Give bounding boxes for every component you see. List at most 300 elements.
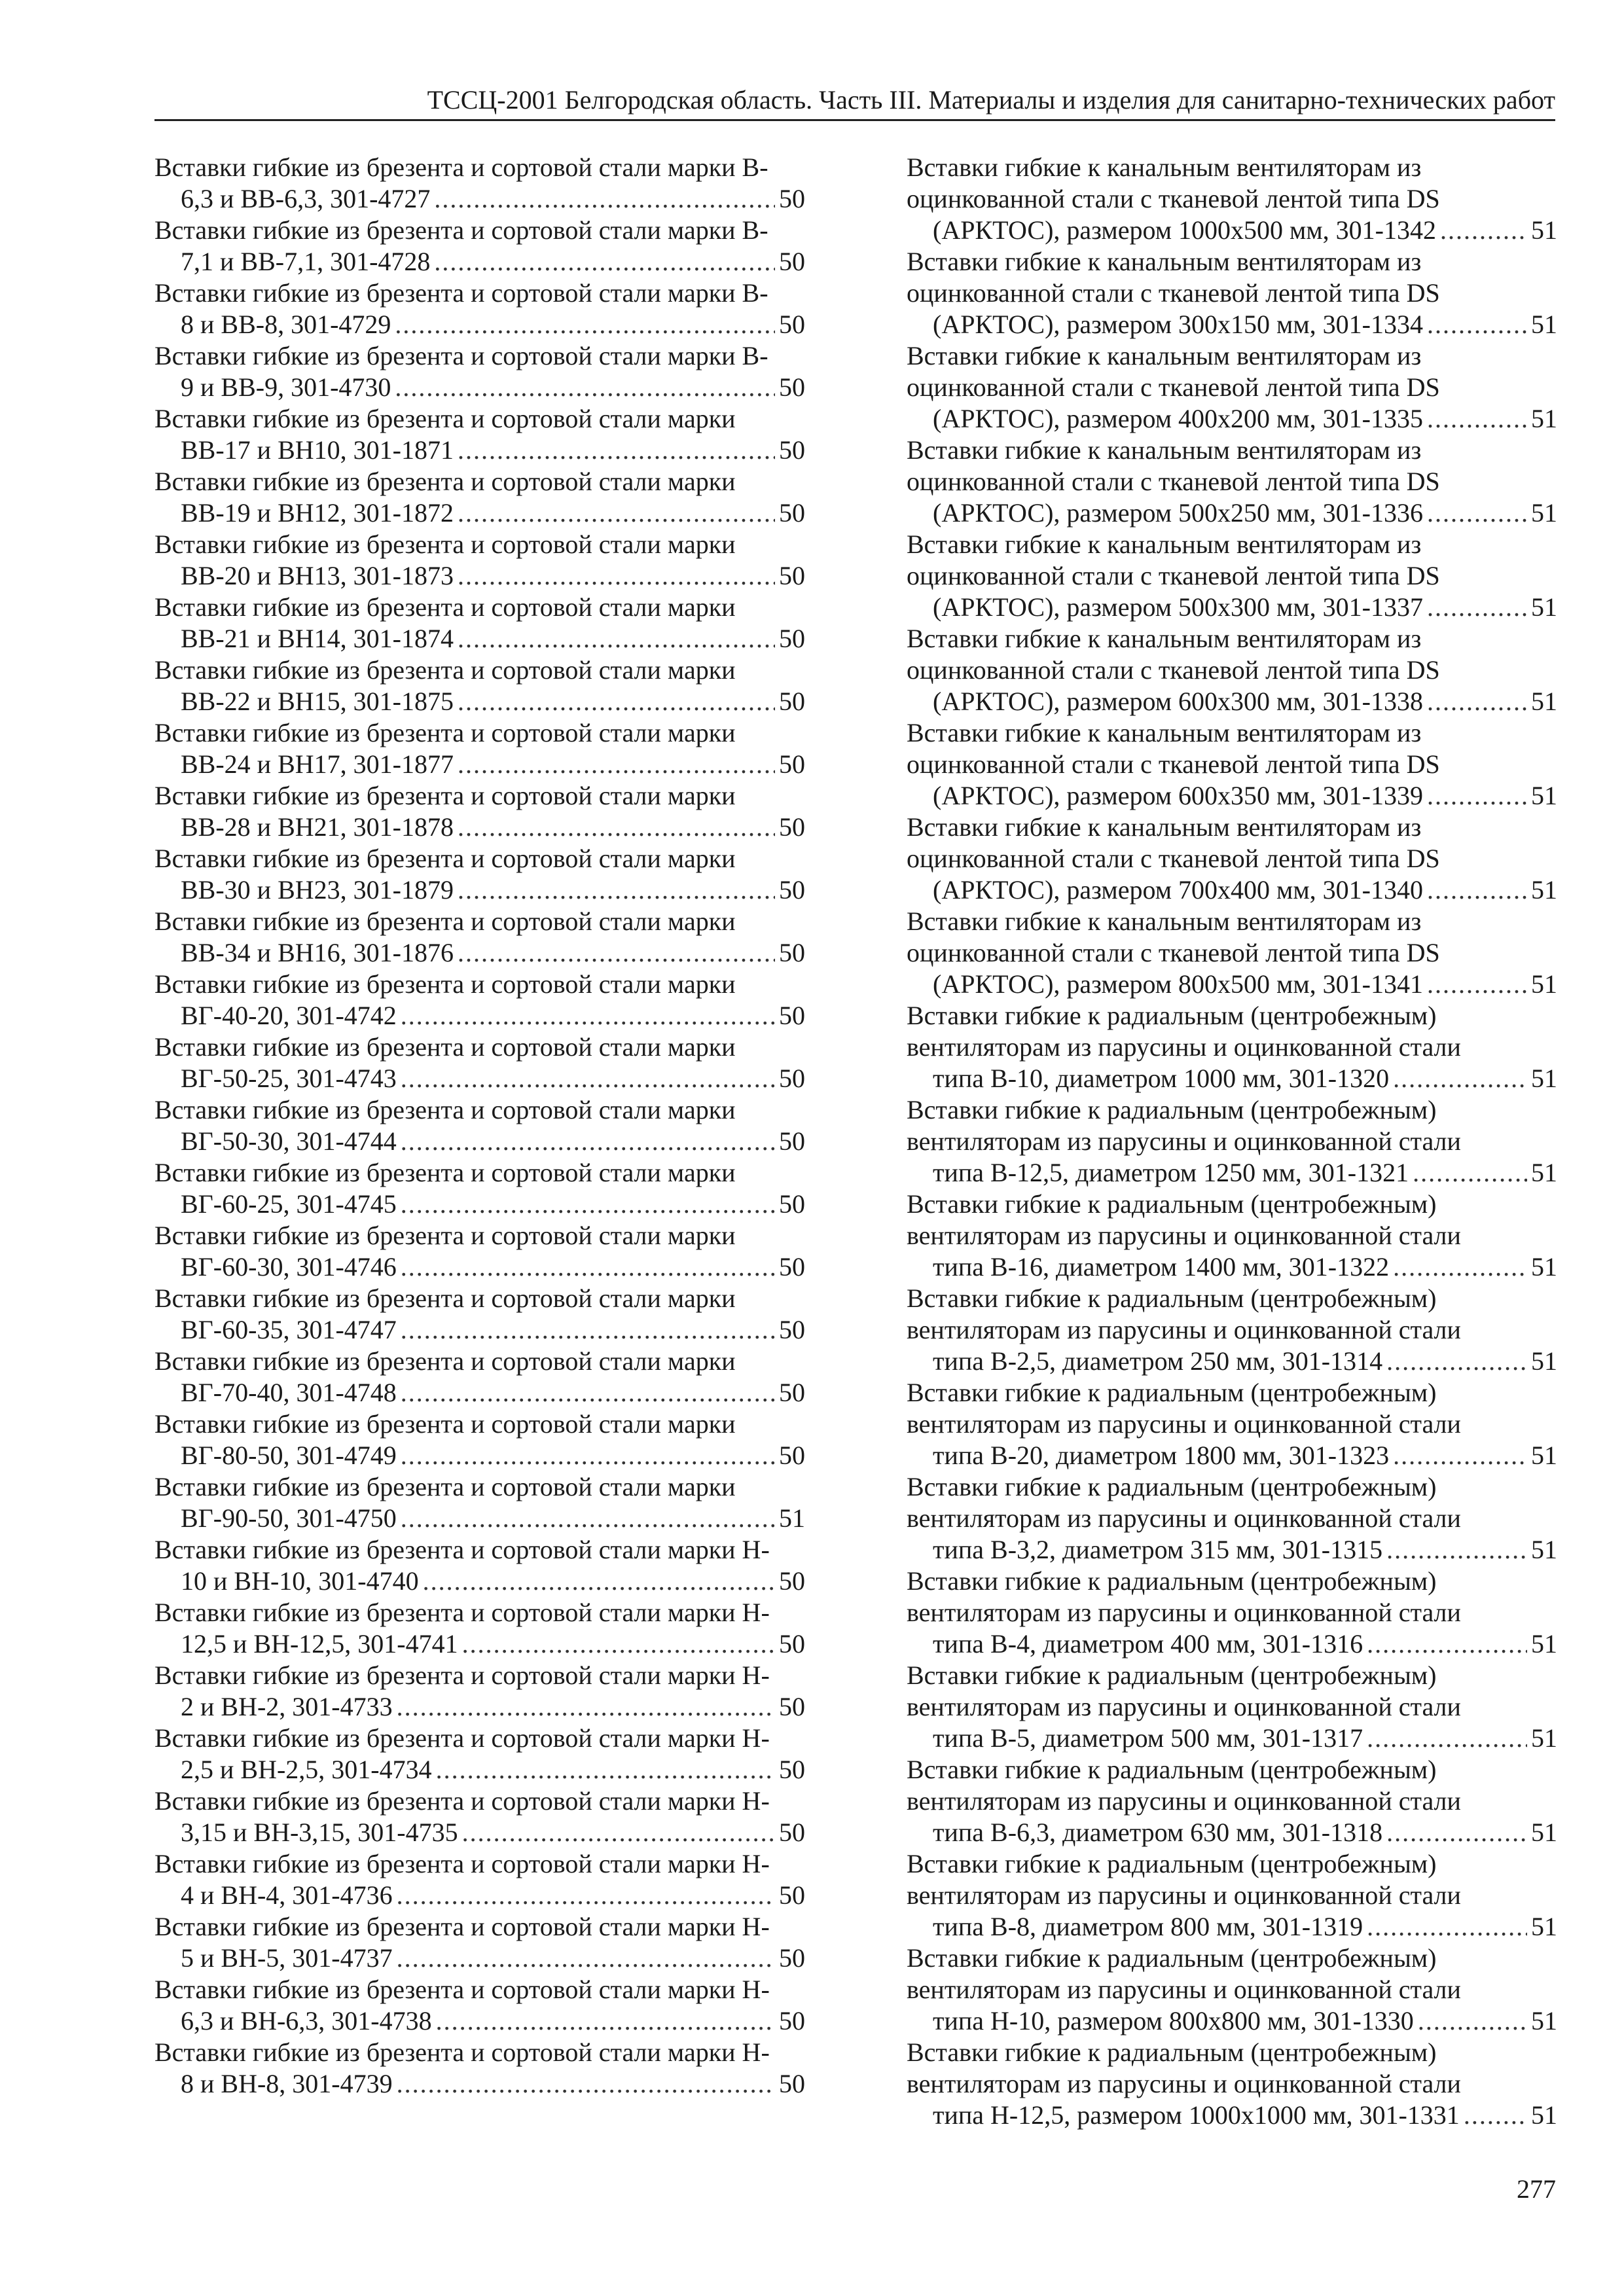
index-entry-line: вентиляторам из парусины и оцинкованной стали [907,1032,1461,1062]
index-entry-last-line [933,403,1557,435]
index-entry [907,152,1557,246]
index-entry [154,1848,805,1911]
dot-leader [434,246,775,278]
index-entry-page: 51 [1531,781,1557,810]
index-entry [907,1660,1557,1754]
index-entry-last-line [181,1251,805,1283]
index-entry-page: 50 [779,1189,805,1219]
index-entry [907,906,1557,1000]
dot-leader [401,1377,775,1408]
index-entry-line: Вставки гибкие к канальным вентиляторам из [907,906,1422,936]
index-entry-line: Вставки гибкие из брезента и сортовой стали марки В- [154,152,768,182]
index-entry-last-line [181,1503,805,1534]
index-entry-line: Вставки гибкие к канальным вентиляторам из [907,435,1422,465]
header-title: ТССЦ-2001 Белгородская область. Часть III. Материалы и изделия для санитарно-технических работ [427,85,1555,115]
page-number: 277 [1517,2174,1556,2204]
index-entry-line: вентиляторам из парусины и оцинкованной стали [907,1503,1461,1533]
index-entry-last-line [933,497,1557,529]
index-entry-last-line [181,1817,805,1848]
index-entry-tail: (АРКТОС), размером 600х350 мм, 301-1339 [933,781,1423,810]
index-entry-page: 50 [779,812,805,842]
dot-leader [436,2005,775,2037]
dot-leader [462,1817,775,1848]
dot-leader [1440,215,1527,246]
index-entry-tail: 2 и ВН-2, 301-4733 [181,1692,393,1721]
index-entry-last-line [181,874,805,906]
index-entry-tail: ВВ-19 и ВН12, 301-1872 [181,498,454,528]
index-entry [907,435,1557,529]
index-entry-line: Вставки гибкие из брезента и сортовой стали марки [154,404,736,433]
index-entry-last-line [181,435,805,466]
index-entry-last-line [933,1628,1557,1660]
index-entry-page: 50 [779,1252,805,1282]
index-entry-last-line [181,372,805,403]
dot-leader [401,1440,775,1471]
dot-leader [397,1691,775,1723]
index-entry [154,1660,805,1723]
index-entry-line: вентиляторам из парусины и оцинкованной стали [907,1975,1461,2004]
index-entry-line: Вставки гибкие из брезента и сортовой стали марки [154,718,736,747]
index-entry-page: 50 [779,1818,805,1847]
index-entry [907,1283,1557,1377]
index-entry-tail: ВГ-50-25, 301-4743 [181,1064,397,1093]
dot-leader [395,372,775,403]
index-entry-line: Вставки гибкие из брезента и сортовой стали марки [154,655,736,685]
index-entry-page: 51 [1531,1252,1557,1282]
index-entry-line: Вставки гибкие из брезента и сортовой стали марки [154,969,736,999]
index-entry-tail: (АРКТОС), размером 600х300 мм, 301-1338 [933,687,1423,716]
index-entry [154,529,805,592]
index-entry-line: Вставки гибкие к канальным вентиляторам из [907,152,1422,182]
index-entry-page: 50 [779,310,805,339]
index-entry-line: Вставки гибкие из брезента и сортовой стали марки Н- [154,1849,770,1878]
dot-leader [397,1880,775,1911]
index-entry-tail: типа В-8, диаметром 800 мм, 301-1319 [933,1912,1363,1941]
index-entry [154,152,805,215]
dot-leader [462,1628,775,1660]
index-entry-line: Вставки гибкие из брезента и сортовой стали марки [154,1283,736,1313]
index-entry-page: 50 [779,1441,805,1470]
dot-leader [1386,1817,1527,1848]
dot-leader [458,812,775,843]
index-entry-page: 50 [779,247,805,276]
dot-leader [1386,1534,1527,1566]
index-entry-line: Вставки гибкие к радиальным (центробежным) [907,1378,1437,1407]
index-entry-line: оцинкованной стали с тканевой лентой типа DS [907,655,1440,685]
dot-leader [1427,874,1527,906]
index-entry-tail: ВВ-21 и ВН14, 301-1874 [181,624,454,653]
index-entry-last-line [181,1000,805,1031]
index-entry-last-line [933,780,1557,812]
index-entry-last-line [933,592,1557,623]
dot-leader [1367,1628,1527,1660]
index-entry-page: 51 [1531,310,1557,339]
index-entry-last-line [181,937,805,969]
index-entry-page: 50 [779,1315,805,1344]
index-entry-last-line [181,246,805,278]
index-entry [154,1346,805,1408]
index-entry [154,906,805,969]
index-entry-tail: 12,5 и ВН-12,5, 301-4741 [181,1629,458,1659]
index-entry-page: 51 [1531,1441,1557,1470]
index-entry-tail: 8 и ВВ-8, 301-4729 [181,310,391,339]
index-entry-line: Вставки гибкие к радиальным (центробежным) [907,1095,1437,1124]
index-entry-last-line [933,215,1557,246]
index-entry-tail: 6,3 и ВН-6,3, 301-4738 [181,2006,432,2036]
dot-leader [1393,1063,1527,1094]
dot-leader [401,1000,775,1031]
index-entry-tail: типа В-12,5, диаметром 1250 мм, 301-1321 [933,1158,1409,1187]
index-entry-last-line [181,309,805,340]
index-entry [907,1189,1557,1283]
index-entry [154,340,805,403]
index-entry-tail: (АРКТОС), размером 700х400 мм, 301-1340 [933,875,1423,905]
index-entry-line: Вставки гибкие к радиальным (центробежным) [907,1472,1437,1501]
dot-leader [458,435,775,466]
index-entry [907,1094,1557,1189]
index-entry-line: Вставки гибкие из брезента и сортовой стали марки [154,1158,736,1187]
index-entry-tail: типа В-10, диаметром 1000 мм, 301-1320 [933,1064,1390,1093]
index-entry [154,1534,805,1597]
dot-leader [401,1126,775,1157]
index-entry [154,403,805,466]
index-entry-page: 51 [779,1503,805,1533]
index-entry-last-line [181,1628,805,1660]
index-entry-line: Вставки гибкие к радиальным (центробежным) [907,1755,1437,1784]
index-entry-line: оцинкованной стали с тканевой лентой типа DS [907,372,1440,402]
index-entry [154,215,805,278]
dot-leader [1386,1346,1527,1377]
index-entry [907,2037,1557,2131]
dot-leader [401,1314,775,1346]
index-entry-line: вентиляторам из парусины и оцинкованной стали [907,1221,1461,1250]
index-entry [154,2037,805,2100]
index-entry-line: Вставки гибкие из брезента и сортовой стали марки [154,1472,736,1501]
index-entry-page: 50 [779,938,805,967]
index-entry-page: 50 [779,2069,805,2098]
index-entry-last-line [933,686,1557,717]
dot-leader [1464,2100,1527,2131]
index-entry-last-line [181,1063,805,1094]
index-entry-last-line [181,2068,805,2100]
index-entry-tail: типа В-20, диаметром 1800 мм, 301-1323 [933,1441,1390,1470]
dot-leader [423,1566,775,1597]
index-entry-line: Вставки гибкие к канальным вентиляторам из [907,624,1422,653]
index-entry [154,1157,805,1220]
index-entry-page: 50 [779,1692,805,1721]
index-entry-tail: (АРКТОС), размером 300х150 мм, 301-1334 [933,310,1423,339]
index-entry-tail: 2,5 и ВН-2,5, 301-4734 [181,1755,432,1784]
index-entry-tail: (АРКТОС), размером 800х500 мм, 301-1341 [933,969,1423,999]
dot-leader [1413,1157,1527,1189]
index-entry-page: 50 [779,875,805,905]
index-entry-page: 51 [1531,2006,1557,2036]
index-entry [154,969,805,1031]
index-entry-page: 50 [779,1064,805,1093]
index-entry-last-line [933,2005,1557,2037]
index-entry-tail: ВГ-80-50, 301-4749 [181,1441,397,1470]
index-entry-line: оцинкованной стали с тканевой лентой типа DS [907,561,1440,590]
index-entry-page: 50 [779,687,805,716]
index-entry-tail: 5 и ВН-5, 301-4737 [181,1943,393,1973]
index-entry-last-line [181,1440,805,1471]
index-entry-line: оцинкованной стали с тканевой лентой типа DS [907,467,1440,496]
dot-leader [1367,1723,1527,1754]
index-entry [907,812,1557,906]
index-entry-page: 50 [779,1378,805,1407]
index-entry-line: Вставки гибкие из брезента и сортовой стали марки [154,1409,736,1439]
dot-leader [458,937,775,969]
index-entry [154,1723,805,1785]
index-entry-line: Вставки гибкие к канальным вентиляторам из [907,341,1422,370]
index-entry-page: 51 [1531,1629,1557,1659]
index-entry-line: оцинкованной стали с тканевой лентой типа DS [907,749,1440,779]
index-entry-tail: ВГ-40-20, 301-4742 [181,1001,397,1030]
index-entry [907,1377,1557,1471]
index-entry-tail: ВВ-22 и ВН15, 301-1875 [181,687,454,716]
index-entry-last-line [933,1911,1557,1943]
index-entry-line: Вставки гибкие из брезента и сортовой стали марки [154,592,736,622]
dot-leader [401,1189,775,1220]
index-entry-page: 50 [779,749,805,779]
index-entry-tail: ВВ-28 и ВН21, 301-1878 [181,812,454,842]
index-entry-tail: типа В-4, диаметром 400 мм, 301-1316 [933,1629,1363,1659]
running-header [154,84,1555,121]
index-entry [907,1471,1557,1566]
index-entry-line: Вставки гибкие к канальным вентиляторам из [907,812,1422,842]
index-entry-last-line [181,749,805,780]
index-entry-page: 51 [1531,1158,1557,1187]
index-entry-line: Вставки гибкие из брезента и сортовой стали марки [154,906,736,936]
index-entry-line: Вставки гибкие из брезента и сортовой стали марки В- [154,215,768,245]
index-entry [154,717,805,780]
index-entry-line: Вставки гибкие к радиальным (центробежным) [907,1943,1437,1973]
dot-leader [395,309,775,340]
index-entry-tail: типа В-6,3, диаметром 630 мм, 301-1318 [933,1818,1383,1847]
index-entry-line: Вставки гибкие из брезента и сортовой стали марки [154,467,736,496]
index-entry-tail: ВГ-60-30, 301-4746 [181,1252,397,1282]
index-entry-page: 50 [779,184,805,213]
index-entry [154,1094,805,1157]
dot-leader [1427,403,1527,435]
index-entry [154,592,805,655]
index-entry-page: 50 [779,1943,805,1973]
dot-leader [1393,1251,1527,1283]
index-entry-page: 51 [1531,2100,1557,2130]
index-entry-last-line [933,1817,1557,1848]
index-entry-line: Вставки гибкие из брезента и сортовой стали марки В- [154,278,768,308]
dot-leader [1427,780,1527,812]
index-entry-page: 51 [1531,1535,1557,1564]
dot-leader [1418,2005,1527,2037]
index-entry-last-line [933,2100,1557,2131]
index-entry [907,1000,1557,1094]
dot-leader [434,183,775,215]
index-entry-tail: 10 и ВН-10, 301-4740 [181,1566,419,1596]
index-entry-line: Вставки гибкие из брезента и сортовой стали марки [154,844,736,873]
index-entry-line: Вставки гибкие из брезента и сортовой стали марки Н- [154,1535,770,1564]
index-entry-page: 51 [1531,1346,1557,1376]
index-entry-line: Вставки гибкие к радиальным (центробежным) [907,2037,1437,2067]
index-entry-last-line [181,497,805,529]
index-entry-line: вентиляторам из парусины и оцинкованной стали [907,1315,1461,1344]
dot-leader [1393,1440,1527,1471]
index-entry-last-line [181,1377,805,1408]
dot-leader [458,749,775,780]
index-entry-tail: ВВ-34 и ВН16, 301-1876 [181,938,454,967]
index-entry-page: 51 [1531,404,1557,433]
index-entry-tail: 8 и ВН-8, 301-4739 [181,2069,393,2098]
index-entry-line: Вставки гибкие из брезента и сортовой стали марки [154,529,736,559]
index-entry-tail: типа Н-12,5, размером 1000х1000 мм, 301-1331 [933,2100,1460,2130]
index-entry-page: 51 [1531,592,1557,622]
index-entry-tail: ВГ-90-50, 301-4750 [181,1503,397,1533]
index-entry-page: 50 [779,1629,805,1659]
index-entry-page: 51 [1531,875,1557,905]
index-entry-line: Вставки гибкие к канальным вентиляторам из [907,718,1422,747]
index-entry-line: Вставки гибкие из брезента и сортовой стали марки Н- [154,1660,770,1690]
index-entry-page: 50 [779,1755,805,1784]
index-entry-tail: (АРКТОС), размером 1000х500 мм, 301-1342 [933,215,1436,245]
index-entry-last-line [181,686,805,717]
index-entry-last-line [181,1314,805,1346]
index-entry-page: 50 [779,372,805,402]
index-entry-line: вентиляторам из парусины и оцинкованной стали [907,1126,1461,1156]
dot-leader [458,623,775,655]
dot-leader [458,874,775,906]
index-entry-line: вентиляторам из парусины и оцинкованной стали [907,1598,1461,1627]
index-entry-tail: типа Н-10, размером 800х800 мм, 301-1330 [933,2006,1414,2036]
index-entry [907,1754,1557,1848]
index-entry [154,1471,805,1534]
index-entry [154,1408,805,1471]
index-entry-last-line [933,969,1557,1000]
index-entry [154,278,805,340]
index-entry-tail: 6,3 и ВВ-6,3, 301-4727 [181,184,431,213]
index-entry-line: вентиляторам из парусины и оцинкованной стали [907,1409,1461,1439]
index-entry-last-line [181,1189,805,1220]
index-entry-last-line [933,1346,1557,1377]
dot-leader [1427,309,1527,340]
index-entry-page: 51 [1531,1912,1557,1941]
index-entry [154,466,805,529]
index-entry-tail: 7,1 и ВВ-7,1, 301-4728 [181,247,431,276]
index-entry-tail: ВГ-50-30, 301-4744 [181,1126,397,1156]
index-entry-line: Вставки гибкие из брезента и сортовой стали марки Н- [154,2037,770,2067]
index-entry-last-line [181,812,805,843]
index-entry [154,1911,805,1974]
index-entry-tail: типа В-2,5, диаметром 250 мм, 301-1314 [933,1346,1383,1376]
index-entry-page: 50 [779,1566,805,1596]
index-entry-tail: ВГ-60-25, 301-4745 [181,1189,397,1219]
index-entry-page: 50 [779,1126,805,1156]
index-entry-page: 50 [779,498,805,528]
index-entry [154,1785,805,1848]
index-entry [907,717,1557,812]
index-entry-line: вентиляторам из парусины и оцинкованной стали [907,1692,1461,1721]
index-entry-last-line [181,623,805,655]
index-entry-last-line [933,1440,1557,1471]
dot-leader [1367,1911,1527,1943]
index-entry [154,1974,805,2037]
index-entry-line: Вставки гибкие из брезента и сортовой стали марки Н- [154,1723,770,1753]
index-entry-page: 51 [1531,969,1557,999]
index-entry-page: 50 [779,2006,805,2036]
dot-leader [1427,592,1527,623]
index-entry-last-line [933,1251,1557,1283]
index-entry-page: 51 [1531,215,1557,245]
index-entry-line: Вставки гибкие к радиальным (центробежным) [907,1849,1437,1878]
index-entry [154,1597,805,1660]
index-entry-line: вентиляторам из парусины и оцинкованной стали [907,1786,1461,1816]
dot-leader [401,1251,775,1283]
index-entry-line: Вставки гибкие к радиальным (центробежным) [907,1189,1437,1219]
index-entry-line: Вставки гибкие из брезента и сортовой стали марки Н- [154,1912,770,1941]
index-entry-tail: ВГ-60-35, 301-4747 [181,1315,397,1344]
index-entry-last-line [181,183,805,215]
dot-leader [397,2068,775,2100]
index-entry-last-line [181,1691,805,1723]
index-entry-tail: 3,15 и ВН-3,15, 301-4735 [181,1818,458,1847]
index-entry-tail: ВВ-20 и ВН13, 301-1873 [181,561,454,590]
index-entry-line: Вставки гибкие к радиальным (центробежным) [907,1566,1437,1596]
index-entry [907,1943,1557,2037]
index-entry-last-line [933,1723,1557,1754]
index-entry-last-line [933,1063,1557,1094]
index-entry-line: оцинкованной стали с тканевой лентой типа DS [907,844,1440,873]
index-entry-last-line [181,1880,805,1911]
index-entry-line: оцинкованной стали с тканевой лентой типа DS [907,278,1440,308]
index-entry-tail: 4 и ВН-4, 301-4736 [181,1880,393,1910]
dot-leader [458,686,775,717]
index-entry-last-line [933,874,1557,906]
index-entry-line: Вставки гибкие к радиальным (центробежным) [907,1660,1437,1690]
index-entry-line: Вставки гибкие к радиальным (центробежным) [907,1001,1437,1030]
index-entry [907,1848,1557,1943]
dot-leader [401,1503,775,1534]
index-entry [907,340,1557,435]
index-entry-page: 51 [1531,1818,1557,1847]
index-entry-tail: ВВ-17 и ВН10, 301-1871 [181,435,454,465]
index-entry [154,1031,805,1094]
index-entry-page: 50 [779,1880,805,1910]
index-entry-line: Вставки гибкие из брезента и сортовой стали марки [154,1221,736,1250]
index-entry-line: Вставки гибкие из брезента и сортовой стали марки [154,1095,736,1124]
index-entry-tail: ВВ-24 и ВН17, 301-1877 [181,749,454,779]
index-entry-last-line [181,1943,805,1974]
dot-leader [1427,686,1527,717]
index-entry [907,246,1557,340]
index-entry-line: оцинкованной стали с тканевой лентой типа DS [907,938,1440,967]
index-entry-line: Вставки гибкие из брезента и сортовой стали марки Н- [154,1598,770,1627]
index-entry [154,1283,805,1346]
index-entry-tail: ВВ-30 и ВН23, 301-1879 [181,875,454,905]
index-entry [154,655,805,717]
index-entry-line: Вставки гибкие из брезента и сортовой стали марки [154,1346,736,1376]
index-entry-line: Вставки гибкие из брезента и сортовой стали марки [154,781,736,810]
index-entry-page: 50 [779,1001,805,1030]
index-entry-tail: (АРКТОС), размером 400х200 мм, 301-1335 [933,404,1423,433]
index-entry-line: Вставки гибкие из брезента и сортовой стали марки [154,1032,736,1062]
index-entry-last-line [933,1157,1557,1189]
index-entry-tail: типа В-3,2, диаметром 315 мм, 301-1315 [933,1535,1383,1564]
index-entry [154,1220,805,1283]
index-entry-line: Вставки гибкие из брезента и сортовой стали марки Н- [154,1786,770,1816]
index-entry-last-line [181,1126,805,1157]
index-entry-page: 51 [1531,1064,1557,1093]
index-entry-last-line [181,560,805,592]
dot-leader [436,1754,775,1785]
